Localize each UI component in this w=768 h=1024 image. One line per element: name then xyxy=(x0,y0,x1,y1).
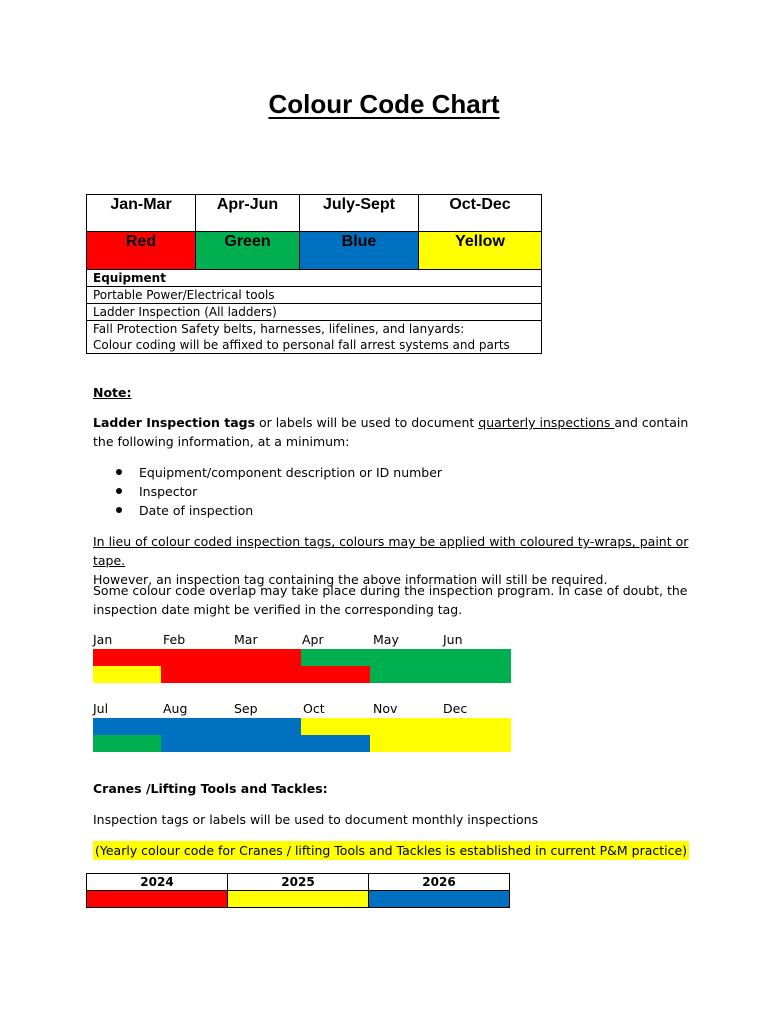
year-colour-cell xyxy=(228,891,369,908)
month-label: Nov xyxy=(373,701,398,716)
quarter-colour-green: Green xyxy=(196,232,300,270)
info-bullet-list xyxy=(110,463,442,520)
month-label: Apr xyxy=(302,632,324,647)
quarter-colour-table xyxy=(86,194,542,354)
month-label: Jun xyxy=(443,632,463,647)
timeline-segment-yellow xyxy=(301,718,511,735)
ladder-paragraph xyxy=(93,413,693,451)
equipment-item: Portable Power/Electrical tools xyxy=(87,287,542,304)
lieu-underlined: In lieu of colour coded inspection tags, colours may be applied with coloured ty-wraps, paint or tape. xyxy=(93,534,689,568)
bullet-text: Inspector xyxy=(139,484,198,499)
timeline-segment-green xyxy=(370,666,511,683)
month-label: Oct xyxy=(303,701,325,716)
month-label: Dec xyxy=(443,701,468,716)
quarter-colour-yellow: Yellow xyxy=(419,232,542,270)
list-item xyxy=(110,463,442,482)
year-header: 2026 xyxy=(369,874,510,891)
ladder-text-end: and contain the following information, at a minimum: xyxy=(93,415,689,449)
quarter-header-3: July-Sept xyxy=(300,195,419,232)
bullet-icon xyxy=(116,488,122,494)
lieu-rest: However, an inspection tag containing the above information will still be required. xyxy=(93,572,608,587)
quarter-colour-red: Red xyxy=(87,232,196,270)
quarterly-inspections-text: quarterly inspections xyxy=(478,415,615,430)
bullet-text: Equipment/component description or ID number xyxy=(139,465,443,480)
month-label: Mar xyxy=(234,632,258,647)
bullet-text: Date of inspection xyxy=(139,503,254,518)
ladder-tags-bold: Ladder Inspection tags xyxy=(93,415,256,430)
equipment-line: Fall Protection Safety belts, harnesses, lifelines, and lanyards: xyxy=(93,322,465,336)
quarter-header-1: Jan-Mar xyxy=(87,195,196,232)
year-header: 2024 xyxy=(87,874,228,891)
year-colour-cell xyxy=(87,891,228,908)
quarter-header-4: Oct-Dec xyxy=(419,195,542,232)
year-colour-cell xyxy=(369,891,510,908)
month-label: Aug xyxy=(163,701,188,716)
quarter-header-2: Apr-Jun xyxy=(196,195,300,232)
page-title: Colour Code Chart xyxy=(268,89,500,119)
timeline-segment-blue xyxy=(161,735,370,752)
month-label: Feb xyxy=(163,632,186,647)
list-item xyxy=(110,482,442,501)
list-item xyxy=(110,501,442,520)
month-label: Jul xyxy=(93,701,109,716)
month-label: Jan xyxy=(93,632,113,647)
timeline-segment-yellow xyxy=(93,666,161,683)
timeline-segment-green xyxy=(93,735,161,752)
yearly-colour-note: (Yearly colour code for Cranes / lifting Tools and Tackles is established in current P&M practice) xyxy=(95,843,688,858)
year-header: 2025 xyxy=(228,874,369,891)
bullet-icon xyxy=(116,507,122,513)
timeline-segment-yellow xyxy=(370,735,511,752)
equipment-header: Equipment xyxy=(87,270,542,287)
bullet-icon xyxy=(116,469,122,475)
month-labels-h2 xyxy=(93,701,511,717)
equipment-line: Colour coding will be affixed to personal fall arrest systems and parts xyxy=(93,338,510,352)
yearly-colour-table xyxy=(86,873,510,908)
note-label: Note: xyxy=(93,385,132,400)
timeline-bar-h1 xyxy=(93,649,511,683)
timeline-segment-green xyxy=(301,649,511,666)
cranes-text: Inspection tags or labels will be used to document monthly inspections xyxy=(93,812,539,827)
overlap-paragraph: Some colour code overlap may take place during the inspection program. In case of doubt, the inspection date might be verified in the corresponding tag. xyxy=(93,583,688,617)
quarter-colour-blue: Blue xyxy=(300,232,419,270)
timeline-bar-h2 xyxy=(93,718,511,752)
equipment-item-fall-protection xyxy=(87,321,542,354)
month-label: Sep xyxy=(234,701,258,716)
equipment-item: Ladder Inspection (All ladders) xyxy=(87,304,542,321)
timeline-segment-red xyxy=(161,666,370,683)
cranes-heading: Cranes /Lifting Tools and Tackles: xyxy=(93,781,328,796)
month-label: May xyxy=(373,632,399,647)
ladder-text: or labels will be used to document xyxy=(255,415,479,430)
month-labels-h1 xyxy=(93,632,511,648)
timeline-segment-blue xyxy=(93,718,301,735)
timeline-segment-red xyxy=(93,649,301,666)
